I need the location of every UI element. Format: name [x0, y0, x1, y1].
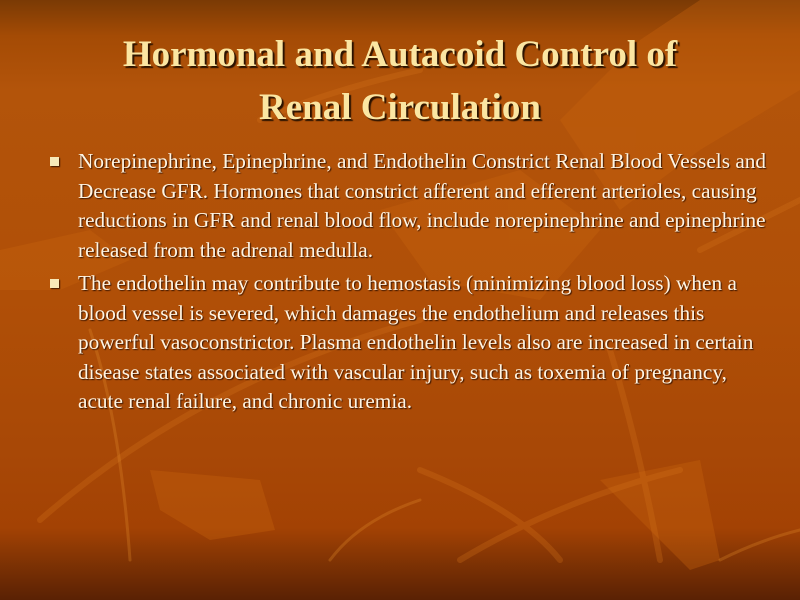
bullet-list — [48, 147, 768, 421]
bullet-item — [48, 269, 768, 417]
slide-title-line-2: Renal Circulation — [259, 87, 541, 128]
square-bullet-icon — [50, 157, 59, 166]
square-bullet-icon — [50, 279, 59, 288]
slide-title-line-1: Hormonal and Autacoid Control of — [122, 34, 678, 75]
bullet-text: The endothelin may contribute to hemostasis (minimizing blood loss) when a blood vessel is severed, which damages the endothelium and releases this powerful vasoconstrictor. Plasma endothelin levels also are increased in certain disease states associated with vascular injury, such as toxemia of pregnancy, acute renal failure, and chronic uremia. — [78, 271, 754, 413]
bullet-item — [48, 147, 768, 265]
bullet-text: Norepinephrine, Epinephrine, and Endothelin Constrict Renal Blood Vessels and Decrease GFR. Hormones that constrict afferent and efferent arterioles, causing reductions in GFR and renal blood flow, include norepinephrine and epinephrine released from the adrenal medulla. — [78, 149, 767, 262]
slide-title — [40, 28, 760, 134]
